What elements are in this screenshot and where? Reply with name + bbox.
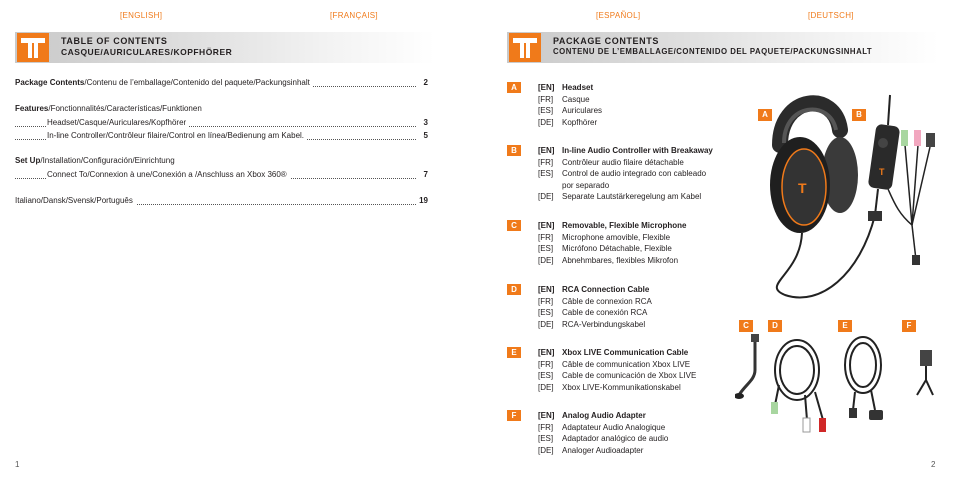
- translation-text: Cable de comunicación de Xbox LIVE: [562, 371, 697, 381]
- toc-page-number: 19: [416, 196, 428, 205]
- item-english-name: [538, 220, 686, 232]
- item-translation: [538, 117, 602, 129]
- language-code: [EN]: [538, 285, 555, 294]
- translation-text: Casque: [562, 94, 590, 104]
- language-code: [DE]: [538, 382, 554, 392]
- toc-heading-bold: Features: [15, 104, 49, 113]
- figure-label-e: E: [838, 320, 852, 332]
- lang-english: [ENGLISH]: [120, 11, 163, 20]
- toc-label: In-line Controller/Contrôleur filaire/Control en línea/Bedienung am Kabel.: [47, 131, 307, 140]
- accessories-illustration: [735, 330, 935, 450]
- language-code: [ES]: [538, 308, 554, 318]
- language-code: [ES]: [538, 244, 554, 254]
- item-letter-badge: A: [507, 82, 521, 93]
- item-english-name: [538, 82, 602, 94]
- translation-text: Cable de conexión RCA: [562, 308, 648, 318]
- language-code: [ES]: [538, 106, 554, 116]
- translation-text: RCA-Verbindungskabel: [562, 319, 646, 329]
- svg-text:T: T: [798, 180, 807, 196]
- item-translation: [538, 382, 696, 394]
- language-code: [FR]: [538, 359, 554, 369]
- translation-text: Micrófono Détachable, Flexible: [562, 244, 672, 254]
- language-code: [EN]: [538, 411, 555, 420]
- svg-text:T: T: [879, 167, 885, 177]
- item-english-name: [538, 410, 668, 422]
- figure-label-c: C: [739, 320, 753, 332]
- language-code: [DE]: [538, 117, 554, 127]
- language-code: [FR]: [538, 157, 554, 167]
- item-translation: [538, 243, 686, 255]
- toc-row-connect[interactable]: [15, 170, 428, 182]
- language-code: [DE]: [538, 255, 554, 265]
- item-translation: [538, 296, 652, 308]
- item-translation: [538, 191, 713, 203]
- package-item: [538, 145, 713, 203]
- item-english-name: [538, 347, 696, 359]
- language-code: [ES]: [538, 434, 554, 444]
- toc-label: Connect To/Connexion à une/Conexión a /Anschluss an Xbox 360®: [47, 170, 290, 179]
- toc-label: /Contenu de l’emballage/Contenido del paquete/Packungsinhalt: [84, 78, 310, 87]
- item-translation: [538, 359, 696, 371]
- item-name: In-line Audio Controller with Breakaway: [562, 146, 713, 155]
- language-code: [FR]: [538, 422, 554, 432]
- item-letter-badge: B: [507, 145, 521, 156]
- figure-label-a: A: [758, 109, 772, 121]
- item-translation: [538, 422, 668, 434]
- translation-text: Auriculares: [562, 106, 603, 116]
- toc-label-bold: Package Contents: [15, 78, 85, 87]
- toc-heading-setup: [15, 156, 175, 165]
- toc-heading-rest: /Installation/Configuración/Einrichtung: [40, 156, 175, 165]
- toc-row-inline-controller[interactable]: [15, 131, 428, 143]
- toc-page-number: 7: [421, 170, 428, 179]
- tritton-logo-icon: [509, 33, 541, 62]
- toc-page-number: 3: [421, 118, 428, 127]
- language-code: [DE]: [538, 192, 554, 202]
- translation-text: Contrôleur audio filaire détachable: [562, 157, 684, 167]
- toc-page-number: 2: [421, 78, 428, 87]
- item-translation: [538, 232, 686, 244]
- package-item: [538, 82, 602, 128]
- translation-text: Adaptateur Audio Analogique: [562, 422, 666, 432]
- translation-text: Abnehmbares, flexibles Mikrofon: [562, 255, 679, 265]
- toc-header: [15, 32, 435, 63]
- item-name: Headset: [562, 83, 594, 92]
- item-translation: [538, 255, 686, 267]
- translation-text: Adaptador analógico de audio: [562, 434, 669, 444]
- toc-row-other-languages[interactable]: [15, 196, 428, 208]
- translation-continuation: por separado: [562, 180, 610, 190]
- package-item: [538, 220, 686, 266]
- item-translation: [538, 307, 652, 319]
- toc-page-number: 5: [421, 131, 428, 140]
- item-translation: [538, 168, 713, 180]
- language-code: [ES]: [538, 371, 554, 381]
- lang-french: [FRANÇAIS]: [330, 11, 378, 20]
- language-code: [EN]: [538, 83, 555, 92]
- toc-label: Italiano/Dansk/Svensk/Português: [15, 196, 136, 205]
- item-translation: [538, 105, 602, 117]
- translation-text: Xbox LIVE-Kommunikationskabel: [562, 382, 681, 392]
- translation-text: Câble de communication Xbox LIVE: [562, 359, 691, 369]
- lang-german: [DEUTSCH]: [808, 11, 854, 20]
- package-item: [538, 347, 696, 393]
- language-code: [EN]: [538, 146, 555, 155]
- package-contents-header: [507, 32, 939, 63]
- page-number-right: 2: [931, 460, 936, 469]
- item-translation: [538, 370, 696, 382]
- toc-heading-bold: Set Up: [15, 156, 41, 165]
- item-translation: [538, 319, 652, 331]
- item-letter-badge: C: [507, 220, 521, 231]
- toc-row-headset[interactable]: [15, 118, 428, 130]
- package-item: [538, 284, 652, 330]
- toc-subtitle: CASQUE/AURICULARES/KOPFHÖRER: [61, 47, 233, 57]
- item-english-name: [538, 145, 713, 157]
- item-name: RCA Connection Cable: [562, 285, 650, 294]
- toc-row-package-contents[interactable]: [15, 78, 428, 90]
- language-code: [FR]: [538, 94, 554, 104]
- item-english-name: [538, 284, 652, 296]
- language-code: [FR]: [538, 296, 554, 306]
- toc-label: Headset/Casque/Auriculares/Kopfhörer: [47, 118, 189, 127]
- item-name: Analog Audio Adapter: [562, 411, 646, 420]
- page-number-left: 1: [15, 460, 20, 469]
- language-code: [ES]: [538, 169, 554, 179]
- language-code: [DE]: [538, 319, 554, 329]
- item-translation: [538, 433, 668, 445]
- translation-text: Analoger Audioadapter: [562, 445, 644, 455]
- translation-text: Microphone amovible, Flexible: [562, 232, 671, 242]
- package-contents-subtitle: CONTENU DE L’EMBALLAGE/CONTENIDO DEL PAQUETE/PACKUNGSINHALT: [553, 47, 873, 56]
- translation-text: Câble de connexion RCA: [562, 296, 652, 306]
- toc-heading-features: [15, 104, 202, 113]
- language-code: [DE]: [538, 445, 554, 455]
- item-translation: [538, 157, 713, 169]
- language-code: [EN]: [538, 221, 555, 230]
- item-name: Removable, Flexible Microphone: [562, 221, 687, 230]
- lang-spanish: [ESPAÑOL]: [596, 11, 641, 20]
- toc-heading-rest: /Fonctionnalités/Características/Funktionen: [48, 104, 202, 113]
- language-code: [EN]: [538, 348, 555, 357]
- translation-text: Kopfhörer: [562, 117, 598, 127]
- item-translation: [538, 445, 668, 457]
- figure-label-f: F: [902, 320, 916, 332]
- translation-text: Separate Lautstärkeregelung am Kabel: [562, 192, 702, 202]
- language-code: [FR]: [538, 232, 554, 242]
- figure-label-b: B: [852, 109, 866, 121]
- package-item: [538, 410, 668, 456]
- item-name: Xbox LIVE Communication Cable: [562, 348, 689, 357]
- item-letter-badge: D: [507, 284, 521, 295]
- item-translation: [538, 94, 602, 106]
- item-letter-badge: F: [507, 410, 521, 421]
- item-letter-badge: E: [507, 347, 521, 358]
- tritton-logo-icon: [17, 33, 49, 62]
- translation-text: Control de audio integrado con cableado: [562, 169, 707, 179]
- figure-label-d: D: [768, 320, 782, 332]
- package-contents-title: PACKAGE CONTENTS: [553, 36, 659, 46]
- toc-title: TABLE OF CONTENTS: [61, 36, 168, 46]
